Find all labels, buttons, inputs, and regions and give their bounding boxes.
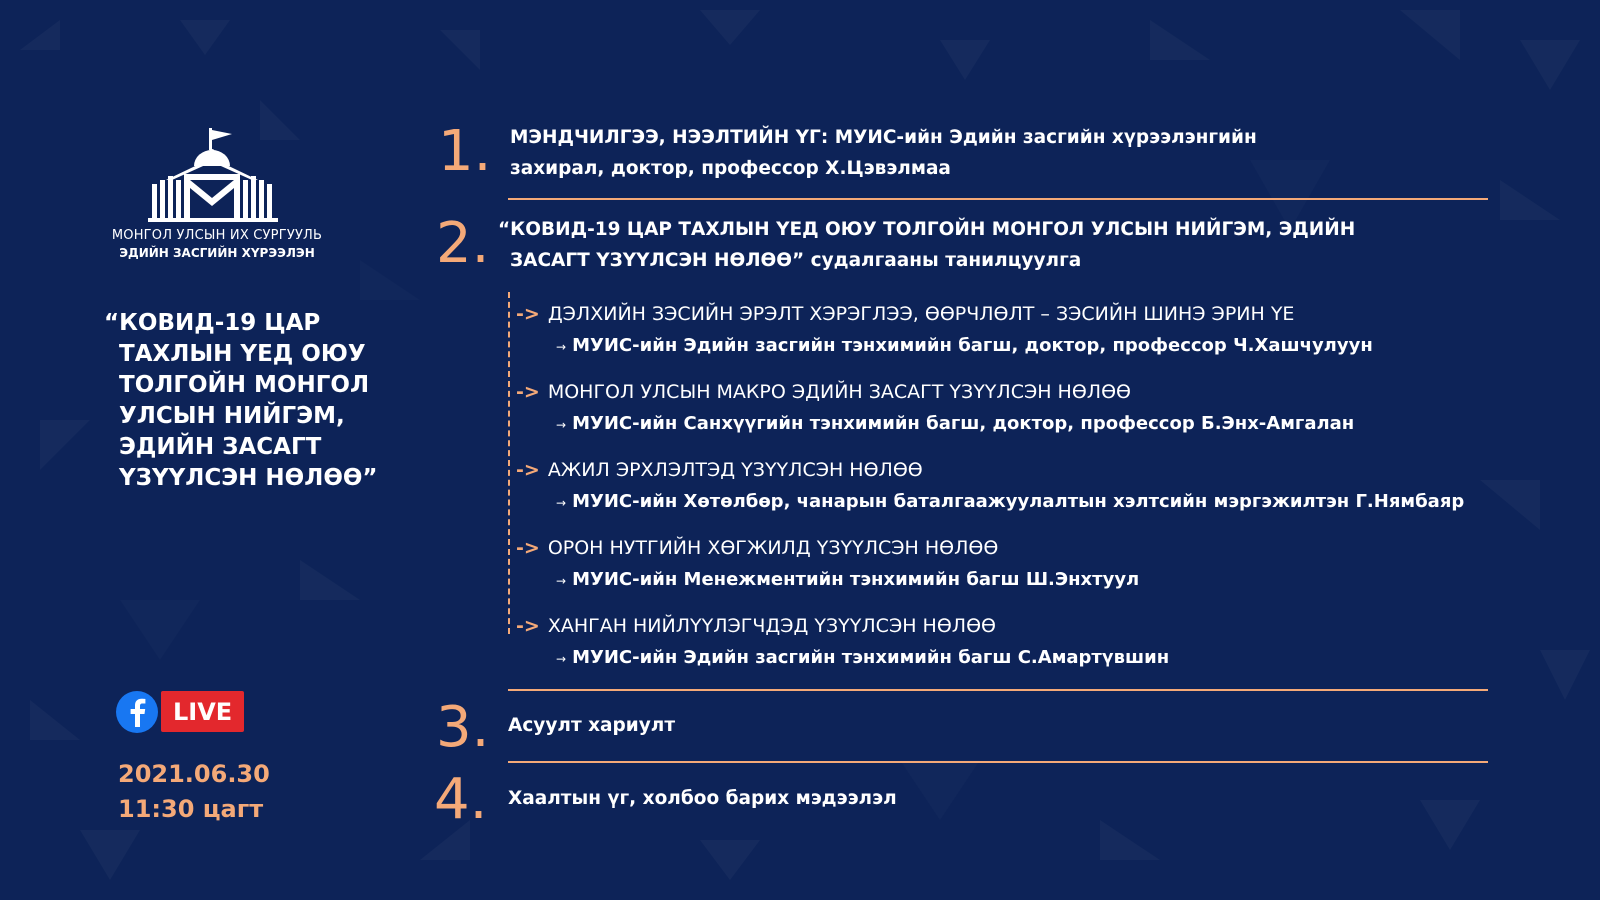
subitem-title: ДЭЛХИЙН ЗЭСИЙН ЭРЭЛТ ХЭРЭГЛЭЭ, ӨӨРЧЛӨЛТ – ЗЭСИЙН ШИНЭ ЭРИН ҮЕ xyxy=(547,303,1295,325)
section-divider xyxy=(508,198,1488,200)
subitem-title: ХАНГАН НИЙЛҮҮЛЭГЧДЭД ҮЗҮҮЛСЭН НӨЛӨӨ xyxy=(547,615,996,637)
event-title-line: УЛСЫН НИЙГЭМ, xyxy=(119,403,345,429)
arrow-right-icon: -> xyxy=(516,537,540,559)
small-arrow-icon: → xyxy=(556,496,567,510)
logo-institute-name: ЭДИЙН ЗАСГИЙН ХҮРЭЭЛЭН xyxy=(119,246,315,260)
subitem-title: МОНГОЛ УЛСЫН МАКРО ЭДИЙН ЗАСАГТ ҮЗҮҮЛСЭН НӨЛӨӨ xyxy=(547,381,1131,403)
subitem-speaker: МУИС-ийн Менежментийн тэнхимийн багш Ш.Энхтуул xyxy=(572,569,1140,590)
section-number: 1. xyxy=(438,119,492,184)
agenda-subitem xyxy=(516,536,1139,593)
arrow-right-icon: -> xyxy=(516,303,540,325)
section-title-line: Хаалтын үг, холбоо барих мэдээлэл xyxy=(508,788,897,809)
section-title xyxy=(508,783,897,814)
small-arrow-icon: → xyxy=(556,652,567,666)
event-date: 2021.06.30 xyxy=(118,760,270,788)
section-title-line: ЗАСАГТ ҮЗҮҮЛСЭН НӨЛӨӨ” судалгааны танилцуулга xyxy=(510,250,1082,271)
event-time: 11:30 цагт xyxy=(118,795,264,823)
section-title-line: Асуулт хариулт xyxy=(508,715,676,736)
small-arrow-icon: → xyxy=(556,340,567,354)
logo-university-name: МОНГОЛ УЛСЫН ИХ СУРГУУЛЬ xyxy=(111,228,323,243)
event-title-line: ТОЛГОЙН МОНГОЛ xyxy=(119,372,370,398)
arrow-right-icon: -> xyxy=(516,615,540,637)
subitem-speaker: МУИС-ийн Эдийн засгийн тэнхимийн багш, доктор, профессор Ч.Хашчулуун xyxy=(572,335,1373,356)
agenda-subitem xyxy=(516,302,1373,359)
live-label: LIVE xyxy=(161,691,244,732)
arrow-right-icon: -> xyxy=(516,459,540,481)
section-title xyxy=(510,122,1257,184)
small-arrow-icon: → xyxy=(556,418,567,432)
subitems-dashed-line xyxy=(508,292,510,634)
subitem-title: ОРОН НУТГИЙН ХӨГЖИЛД ҮЗҮҮЛСЭН НӨЛӨӨ xyxy=(547,537,999,559)
event-title xyxy=(104,308,404,494)
section-number: 2. xyxy=(436,211,490,276)
section-number: 3. xyxy=(436,695,490,760)
small-arrow-icon: → xyxy=(556,574,567,588)
section-title-line: захирал, доктор, профессор Х.Цэвэлмаа xyxy=(510,158,951,179)
event-title-line: “КОВИД-19 ЦАР xyxy=(104,310,321,336)
subitem-speaker: МУИС-ийн Хөтөлбөр, чанарын баталгаажуулалтын хэлтсийн мэргэжилтэн Г.Нямбаяр xyxy=(572,491,1465,512)
section-title xyxy=(498,214,1355,276)
facebook-live-badge xyxy=(116,690,244,733)
subitem-speaker: МУИС-ийн Эдийн засгийн тэнхимийн багш С.Амартүвшин xyxy=(572,647,1170,668)
section-number: 4. xyxy=(434,767,488,832)
arrow-right-icon: -> xyxy=(516,381,540,403)
university-logo xyxy=(104,128,330,260)
agenda-subitem xyxy=(516,614,1169,671)
subitem-title: АЖИЛ ЭРХЛЭЛТЭД ҮЗҮҮЛСЭН НӨЛӨӨ xyxy=(547,459,923,481)
section-title-line: МЭНДЧИЛГЭЭ, НЭЭЛТИЙН ҮГ: МУИС-ийн Эдийн засгийн хүрээлэнгийн xyxy=(510,127,1257,148)
subitem-speaker: МУИС-ийн Санхүүгийн тэнхимийн багш, доктор, профессор Б.Энх-Амгалан xyxy=(572,413,1355,434)
agenda-subitem xyxy=(516,380,1354,437)
agenda-subitem xyxy=(516,458,1464,515)
facebook-icon xyxy=(116,691,158,733)
event-title-line: ЭДИЙН ЗАСАГТ xyxy=(119,434,322,460)
section-divider xyxy=(508,689,1488,691)
event-title-line: ҮЗҮҮЛСЭН НӨЛӨӨ” xyxy=(119,465,378,491)
university-building-icon xyxy=(148,128,278,222)
section-title-line: “КОВИД-19 ЦАР ТАХЛЫН ҮЕД ОЮУ ТОЛГОЙН МОНГОЛ УЛСЫН НИЙГЭМ, ЭДИЙН xyxy=(498,219,1356,240)
event-title-line: ТАХЛЫН ҮЕД ОЮУ xyxy=(119,341,366,367)
section-title xyxy=(508,710,675,741)
section-divider xyxy=(508,761,1488,763)
